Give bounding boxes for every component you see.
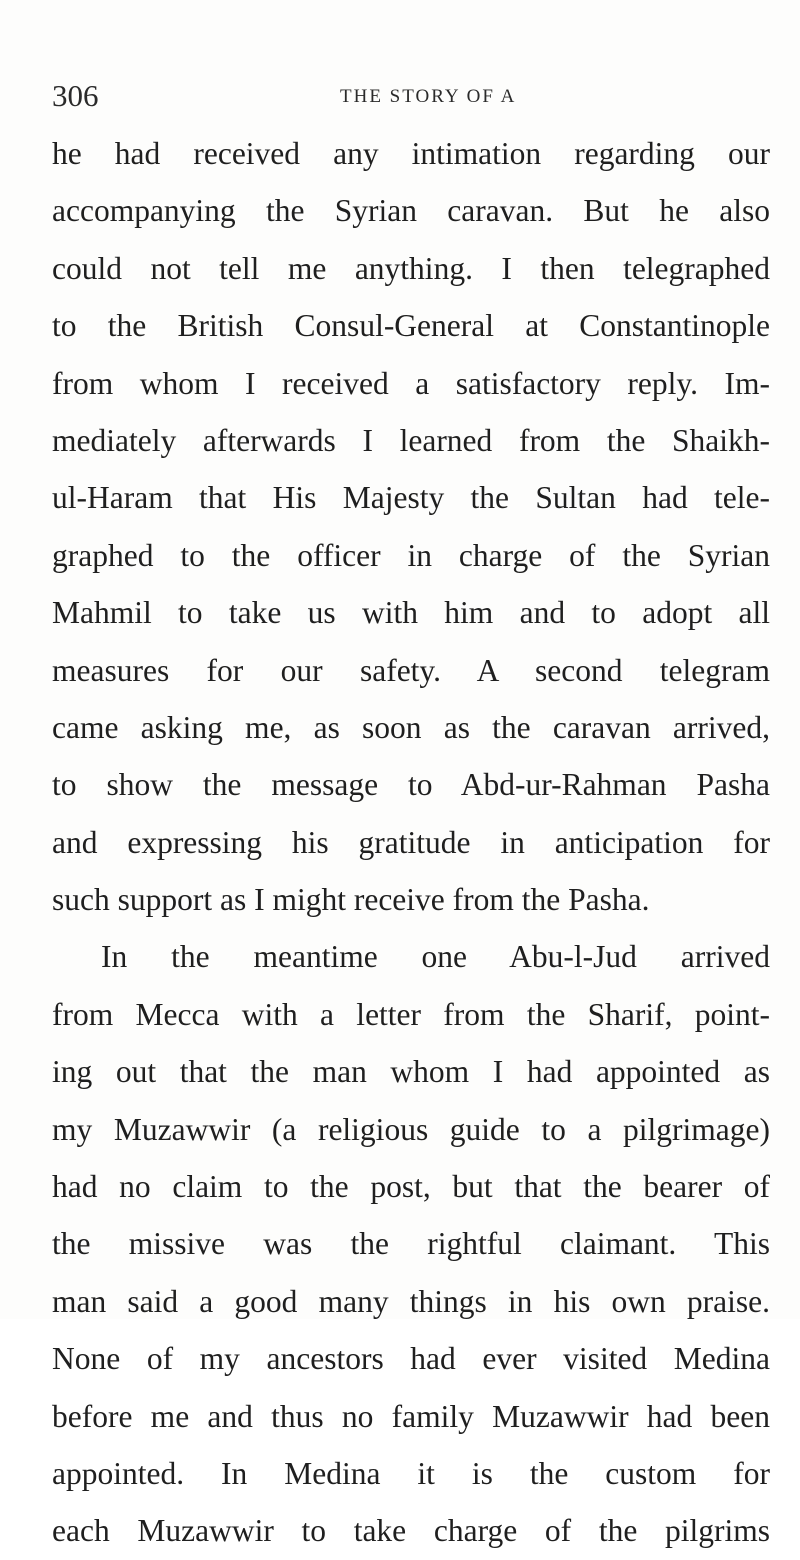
text-line: he had received any intimation regarding our [52,136,770,171]
text-line: from Mecca with a letter from the Sharif, point- [52,996,770,1032]
body-text [52,125,770,1560]
paragraph-2 [52,928,770,1559]
text-line: from whom I received a satisfactory reply. Im- [52,365,770,401]
text-line: could not tell me anything. I then telegraphed [52,250,770,286]
text-line: had no claim to the post, but that the bearer of [52,1169,770,1205]
text-line: my Muzawwir (a religious guide to a pilgrimage) [52,1111,770,1147]
text-line: graphed to the officer in charge of the Syrian [52,537,770,573]
text-line: each Muzawwir to take charge of the pilgrims [52,1513,770,1549]
text-line: measures for our safety. A second telegram [52,652,770,688]
running-head [52,78,752,118]
text-line: None of my ancestors had ever visited Medina [52,1341,770,1377]
text-line: mediately afterwards I learned from the Shaikh- [52,422,770,458]
text-line: before me and thus no family Muzawwir had been [52,1398,770,1434]
text-line: and expressing his gratitude in anticipation for [52,824,770,860]
text-line: man said a good many things in his own praise. [52,1283,770,1319]
text-line: accompanying the Syrian caravan. But he also [52,193,770,229]
text-line: In the meantime one Abu-l-Jud arrived [101,939,770,975]
text-line: such support as I might receive from the Pasha. [52,882,650,918]
text-line: came asking me, as soon as the caravan arrived, [52,709,770,745]
page-number: 306 [52,78,99,113]
running-title: THE STORY OF A [340,86,517,107]
text-line: to the British Consul-General at Constantinople [52,308,770,344]
paragraph-1 [52,125,770,928]
text-line: ul-Haram that His Majesty the Sultan had tele- [52,480,770,516]
text-line: to show the message to Abd-ur-Rahman Pasha [52,767,770,803]
text-line: Mahmil to take us with him and to adopt all [52,595,770,631]
text-line: appointed. In Medina it is the custom for [52,1455,770,1491]
text-line: the missive was the rightful claimant. This [52,1226,770,1262]
text-line: ing out that the man whom I had appointed as [52,1054,770,1090]
